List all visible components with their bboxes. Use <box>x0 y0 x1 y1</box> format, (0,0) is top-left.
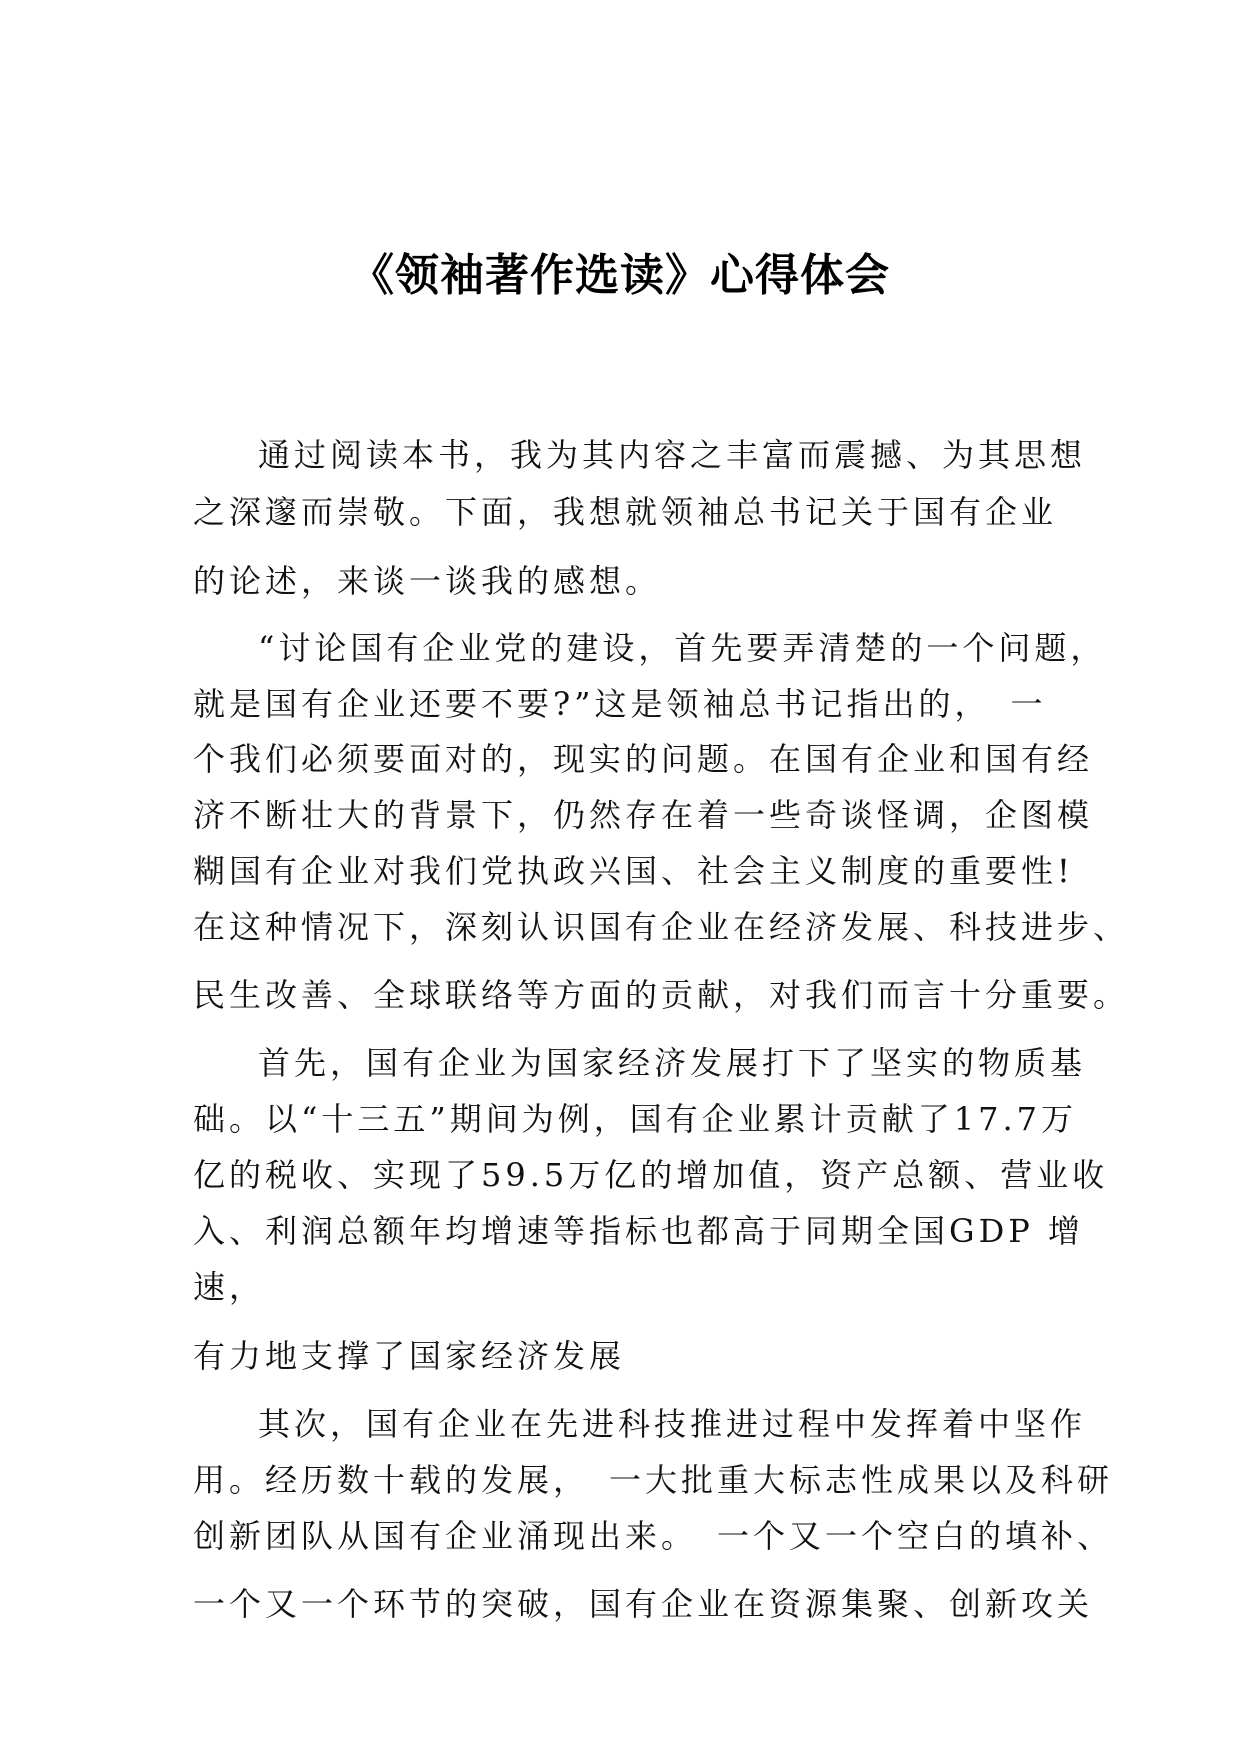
paragraph-line: 用。经历数十载的发展， 一大批重大标志性成果以及科研 <box>193 1461 1114 1499</box>
paragraph-line: 创新团队从国有企业涌现出来。 一个又一个空白的填补、 <box>193 1517 1114 1555</box>
paragraph-line: 个我们必须要面对的，现实的问题。在国有企业和国有经 <box>193 740 1094 778</box>
paragraph-line: “讨论国有企业党的建设，首先要弄清楚的一个问题， <box>258 629 1107 667</box>
paragraph-line: 糊国有企业对我们党执政兴国、社会主义制度的重要性! <box>193 852 1074 890</box>
paragraph-line: 民生改善、全球联络等方面的贡献，对我们而言十分重要。 <box>193 976 1130 1014</box>
document-title: 《领袖著作选读》心得体会 <box>350 250 890 301</box>
paragraph-line: 础。以“十三五”期间为例，国有企业累计贡献了17.7万 <box>193 1100 1077 1138</box>
paragraph-line: 速， <box>193 1268 266 1306</box>
paragraph-line: 有力地支撑了国家经济发展 <box>193 1337 626 1375</box>
paragraph-line: 就是国有企业还要不要?”这是领袖总书记指出的， 一 <box>193 685 1047 723</box>
paragraph-line: 其次，国有企业在先进科技推进过程中发挥着中坚作 <box>258 1405 1087 1443</box>
paragraph-line: 济不断壮大的背景下，仍然存在着一些奇谈怪调，企图模 <box>193 796 1094 834</box>
paragraph-line: 一个又一个环节的突破，国有企业在资源集聚、创新攻关 <box>193 1585 1094 1623</box>
paragraph-line: 的论述，来谈一谈我的感想。 <box>193 562 662 600</box>
paragraph-line: 在这种情况下，深刻认识国有企业在经济发展、科技进步、 <box>193 908 1130 946</box>
paragraph-line: 入、利润总额年均增速等指标也都高于同期全国GDP 增 <box>193 1212 1084 1250</box>
paragraph-line: 通过阅读本书，我为其内容之丰富而震撼、为其思想 <box>258 436 1087 474</box>
paragraph-line: 亿的税收、实现了59.5万亿的增加值，资产总额、营业收 <box>193 1156 1109 1194</box>
paragraph-line: 之深邃而崇敬。下面，我想就领袖总书记关于国有企业 <box>193 493 1058 531</box>
paragraph-line: 首先，国有企业为国家经济发展打下了坚实的物质基 <box>258 1044 1087 1082</box>
